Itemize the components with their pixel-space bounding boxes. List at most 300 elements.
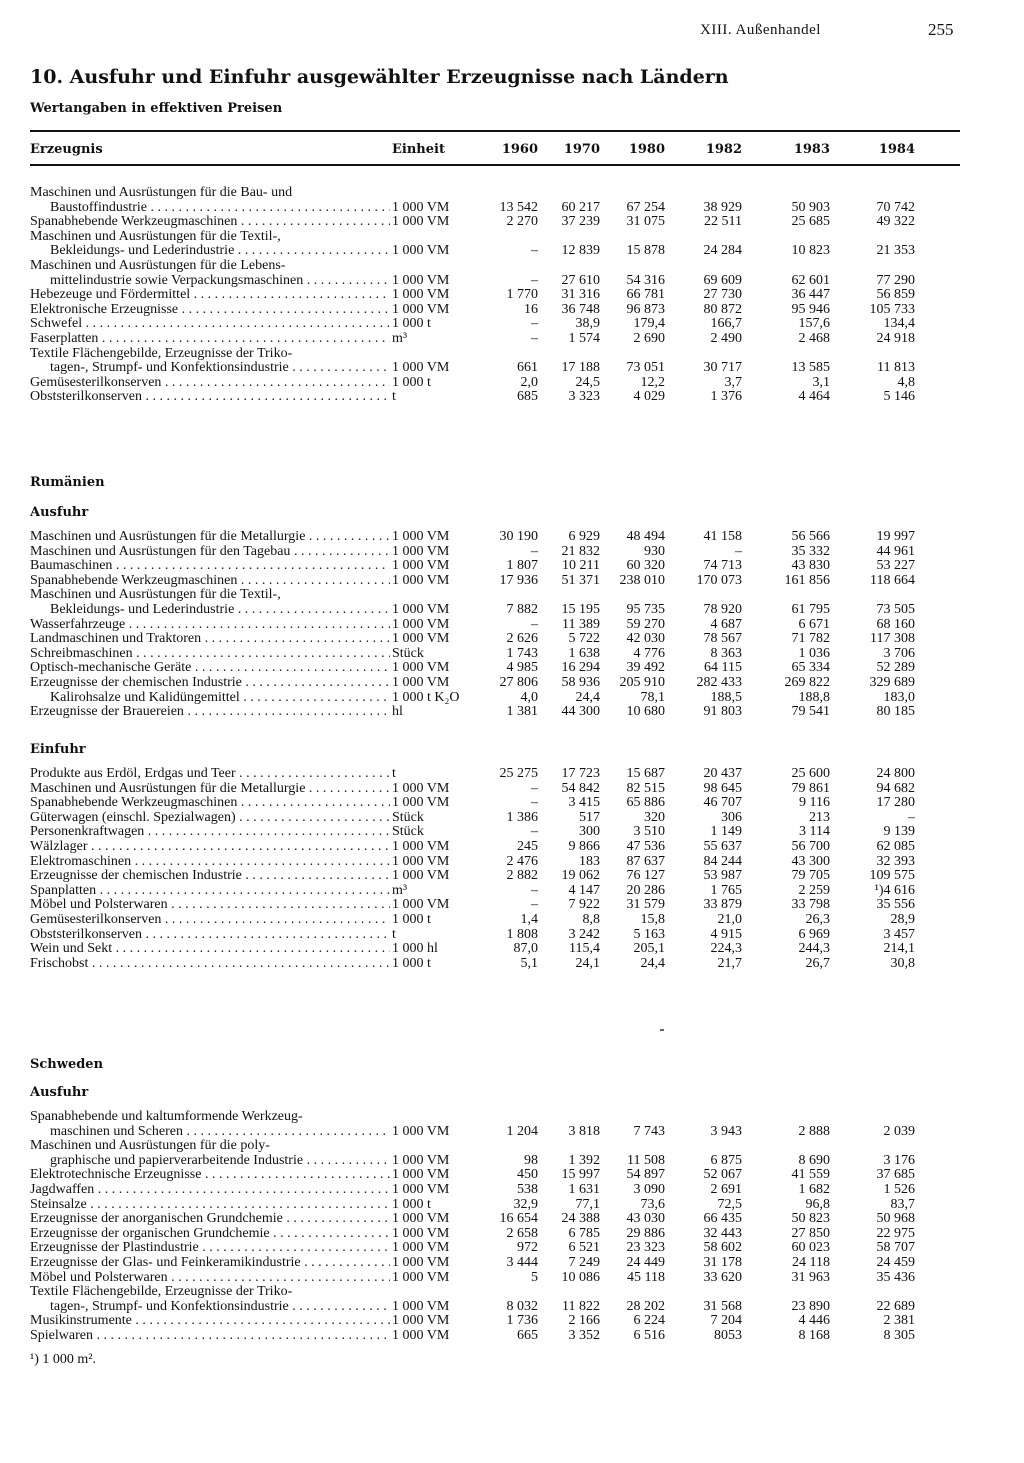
row-value: 109 575 bbox=[869, 868, 915, 884]
row-value: 52 289 bbox=[876, 660, 915, 676]
row-value: 6 969 bbox=[798, 926, 830, 942]
row-label bbox=[30, 1314, 390, 1328]
row-value: 31 316 bbox=[561, 287, 600, 303]
row-unit: 1 000 t bbox=[392, 374, 431, 390]
row-value: 26,3 bbox=[805, 912, 830, 927]
row-value: 50 823 bbox=[791, 1211, 830, 1227]
row-label-text: Schreibmaschinen . . . bbox=[30, 647, 390, 661]
row-unit: 1 000 VM bbox=[392, 1182, 450, 1197]
row-value: 30 190 bbox=[499, 529, 538, 544]
row-label bbox=[30, 559, 390, 573]
row-value: 5 722 bbox=[568, 631, 600, 647]
row-label bbox=[30, 928, 390, 942]
row-value: 87,0 bbox=[513, 941, 538, 957]
row-unit: 1 000 VM bbox=[392, 897, 450, 913]
row-label-text: Maschinen und Ausrüstungen für die Metallurgie . . . bbox=[30, 530, 390, 544]
row-label bbox=[30, 1125, 390, 1139]
row-unit: m³ bbox=[392, 331, 408, 346]
row-value: 1 770 bbox=[506, 287, 538, 303]
row-value: 2 259 bbox=[798, 882, 830, 898]
column-header-year: 1960 bbox=[501, 142, 538, 157]
row-value: 16 bbox=[524, 301, 538, 317]
row-value: 52 067 bbox=[703, 1167, 742, 1183]
row-value: 3 444 bbox=[506, 1255, 538, 1270]
row-value: 24 918 bbox=[876, 331, 915, 346]
row-label-text: Obststerilkonserven . . . bbox=[30, 390, 390, 404]
row-label-text: tagen-, Strumpf- und Konfektionsindustrie . . . bbox=[50, 1300, 390, 1314]
row-value: 1 526 bbox=[883, 1182, 915, 1197]
row-value: 11 508 bbox=[627, 1152, 665, 1168]
row-value: 5,1 bbox=[520, 955, 538, 971]
row-label-text: Güterwagen (einschl. Spezialwagen) . . . bbox=[30, 811, 390, 825]
row-unit: 1 000 VM bbox=[392, 1269, 450, 1285]
row-unit: 1 000 t bbox=[392, 955, 431, 971]
row-value: 2 691 bbox=[710, 1182, 742, 1197]
row-value: 43 030 bbox=[626, 1211, 665, 1227]
row-value: 1 765 bbox=[710, 882, 742, 898]
row-value: 224,3 bbox=[710, 941, 742, 957]
row-value: 76 127 bbox=[626, 868, 665, 884]
row-unit: 1 000 VM bbox=[392, 1328, 450, 1343]
row-label bbox=[30, 691, 390, 705]
footnote: ¹) 1 000 m². bbox=[30, 1352, 96, 1367]
row-value: 12 839 bbox=[561, 243, 600, 259]
row-unit: 1 000 VM bbox=[392, 1225, 450, 1241]
row-label-text: Möbel und Polsterwaren . . . bbox=[30, 898, 390, 912]
row-value: 450 bbox=[517, 1167, 538, 1183]
row-label bbox=[30, 390, 390, 404]
row-value: 82 515 bbox=[626, 780, 665, 796]
row-value: 56 566 bbox=[791, 529, 830, 544]
row-value: 9 139 bbox=[883, 824, 915, 840]
column-header-year: 1984 bbox=[878, 142, 915, 157]
row-value: 244,3 bbox=[798, 941, 830, 957]
row-value: – bbox=[531, 780, 538, 796]
row-unit: 1 000 VM bbox=[392, 1167, 450, 1183]
row-value: 6 224 bbox=[633, 1313, 665, 1329]
row-unit: 1 000 VM bbox=[392, 199, 450, 215]
row-label bbox=[30, 376, 390, 390]
row-label-text: Bekleidungs- und Lederindustrie . . . bbox=[50, 244, 390, 258]
row-value: 2 381 bbox=[883, 1313, 915, 1329]
row-value: 2 658 bbox=[506, 1225, 538, 1241]
row-label-text: Landmaschinen und Traktoren . . . bbox=[30, 632, 390, 646]
row-value: 98 645 bbox=[703, 780, 742, 796]
row-value: 1 392 bbox=[568, 1152, 600, 1168]
row-value: 78,1 bbox=[640, 689, 665, 705]
row-label-text: Spanabhebende Werkzeugmaschinen . . . bbox=[30, 574, 390, 588]
row-value: 50 903 bbox=[791, 199, 830, 215]
row-label bbox=[30, 957, 390, 971]
row-label-lead: Maschinen und Ausrüstungen für die poly- bbox=[30, 1138, 270, 1154]
row-value: 183,0 bbox=[883, 689, 915, 705]
row-value: 105 733 bbox=[869, 301, 915, 317]
row-value: 4 687 bbox=[710, 616, 742, 632]
row-unit: 1 000 VM bbox=[392, 1298, 450, 1314]
row-label bbox=[30, 201, 390, 215]
row-value: 60 217 bbox=[561, 199, 600, 215]
row-label bbox=[30, 1168, 390, 1182]
row-unit: 1 000 VM bbox=[392, 780, 450, 796]
row-value: 19 062 bbox=[561, 868, 600, 884]
row-label bbox=[30, 869, 390, 883]
row-label-text: Erzeugnisse der Glas- und Feinkeramikindustrie . . . bbox=[30, 1256, 390, 1270]
row-unit: 1 000 VM bbox=[392, 868, 450, 884]
row-value: 213 bbox=[809, 809, 830, 825]
row-value: 24 284 bbox=[703, 243, 742, 259]
row-unit: 1 000 VM bbox=[392, 1313, 450, 1329]
row-value: 96 873 bbox=[626, 301, 665, 317]
row-label-lead: Maschinen und Ausrüstungen für die Lebens- bbox=[30, 258, 286, 273]
row-value: – bbox=[531, 316, 538, 332]
row-label-text: Elektronische Erzeugnisse . . . bbox=[30, 303, 390, 317]
row-label-text: mittelindustrie sowie Verpackungsmaschinen . . . bbox=[50, 274, 390, 288]
row-value: 3 323 bbox=[568, 389, 600, 405]
row-value: 11 813 bbox=[877, 360, 915, 376]
row-label-lead: Textile Flächengebilde, Erzeugnisse der Triko- bbox=[30, 1284, 293, 1300]
row-value: – bbox=[531, 824, 538, 840]
row-value: 74 713 bbox=[703, 558, 742, 574]
row-value: 8 168 bbox=[798, 1328, 830, 1343]
row-value: 41 158 bbox=[703, 529, 742, 544]
column-header-year: 1983 bbox=[793, 142, 830, 157]
row-value: 80 185 bbox=[876, 704, 915, 720]
row-value: 31 963 bbox=[791, 1269, 830, 1285]
row-unit: 1 000 VM bbox=[392, 660, 450, 676]
row-label-text: Spielwaren . . . bbox=[30, 1329, 390, 1343]
row-value: 17 280 bbox=[876, 795, 915, 811]
row-value: 33 879 bbox=[703, 897, 742, 913]
row-unit: 1 000 VM bbox=[392, 543, 450, 559]
row-label bbox=[30, 317, 390, 331]
row-value: 10 823 bbox=[791, 243, 830, 259]
row-value: 320 bbox=[644, 809, 665, 825]
row-value: 94 682 bbox=[876, 780, 915, 796]
row-value: 26,7 bbox=[805, 955, 830, 971]
table-subtitle: Wertangaben in effektiven Preisen bbox=[30, 101, 283, 116]
row-value: 73,6 bbox=[640, 1196, 665, 1212]
row-value: 66 781 bbox=[626, 287, 665, 303]
row-label bbox=[30, 632, 390, 646]
row-label bbox=[30, 855, 390, 869]
row-label bbox=[30, 1227, 390, 1241]
row-label bbox=[30, 332, 390, 346]
row-value: 73 051 bbox=[626, 360, 665, 376]
row-value: 27 730 bbox=[703, 287, 742, 303]
row-value: 39 492 bbox=[626, 660, 665, 676]
row-value: 23 890 bbox=[791, 1298, 830, 1314]
row-value: 56 700 bbox=[791, 839, 830, 854]
row-value: 35 436 bbox=[876, 1269, 915, 1285]
row-value: 2 468 bbox=[798, 331, 830, 346]
row-value: 8053 bbox=[714, 1328, 742, 1343]
row-value: 685 bbox=[517, 389, 538, 405]
row-value: 11 822 bbox=[562, 1298, 600, 1314]
row-value: 4 147 bbox=[568, 882, 600, 898]
row-value: 32 393 bbox=[876, 853, 915, 869]
row-value: 27 806 bbox=[499, 675, 538, 690]
row-label-lead: Textile Flächengebilde, Erzeugnisse der Triko- bbox=[30, 345, 293, 361]
row-value: 6 785 bbox=[568, 1225, 600, 1241]
row-value: 6 929 bbox=[568, 529, 600, 544]
row-value: 59 270 bbox=[626, 616, 665, 632]
row-value: 42 030 bbox=[626, 631, 665, 647]
row-label-text: Schwefel . . . bbox=[30, 317, 390, 331]
row-label bbox=[30, 811, 390, 825]
row-value: 60 023 bbox=[791, 1240, 830, 1256]
row-value: 54 897 bbox=[626, 1167, 665, 1183]
row-label-text: Erzeugnisse der chemischen Industrie . . . bbox=[30, 869, 390, 883]
row-value: – bbox=[531, 543, 538, 559]
row-value: 161 856 bbox=[784, 572, 830, 588]
row-label-text: Obststerilkonserven . . . bbox=[30, 928, 390, 942]
row-value: 66 435 bbox=[703, 1211, 742, 1227]
row-label-text: Wälzlager . . . bbox=[30, 840, 390, 854]
row-value: 4 776 bbox=[633, 645, 665, 661]
row-value: 1 149 bbox=[710, 824, 742, 840]
column-header-product: Erzeugnis bbox=[30, 142, 103, 157]
row-unit: 1 000 VM bbox=[392, 1123, 450, 1139]
row-unit: t bbox=[392, 926, 396, 942]
row-value: 22 511 bbox=[704, 214, 742, 230]
row-value: 16 654 bbox=[499, 1211, 538, 1227]
row-value: 1 638 bbox=[568, 645, 600, 661]
row-value: 54 842 bbox=[561, 780, 600, 796]
row-label-lead: Maschinen und Ausrüstungen für die Textil-, bbox=[30, 228, 281, 244]
row-value: 79 705 bbox=[791, 868, 830, 884]
row-value: 8 363 bbox=[710, 645, 742, 661]
row-value: 60 320 bbox=[626, 558, 665, 574]
row-unit: 1 000 VM bbox=[392, 839, 450, 854]
row-value: 58 936 bbox=[561, 675, 600, 690]
row-value: 31 579 bbox=[626, 897, 665, 913]
row-label bbox=[30, 288, 390, 302]
row-label bbox=[30, 244, 390, 258]
country-heading: Schweden bbox=[30, 1057, 104, 1072]
column-header-unit: Einheit bbox=[392, 142, 445, 157]
row-label bbox=[30, 647, 390, 661]
row-label bbox=[30, 1198, 390, 1212]
row-value: 7 922 bbox=[568, 897, 600, 913]
row-label-text: Spanabhebende Werkzeugmaschinen . . . bbox=[30, 796, 390, 810]
row-value: 55 637 bbox=[703, 839, 742, 854]
row-value: 6 671 bbox=[798, 616, 830, 632]
row-label-text: Musikinstrumente . . . bbox=[30, 1314, 390, 1328]
row-label-text: Erzeugnisse der anorganischen Grundchemie . . . bbox=[30, 1212, 390, 1226]
row-value: 36 748 bbox=[561, 301, 600, 317]
row-value: 9 116 bbox=[799, 795, 830, 811]
row-value: 29 886 bbox=[626, 1225, 665, 1241]
row-value: 20 286 bbox=[626, 882, 665, 898]
row-label-text: Gemüsesterilkonserven . . . bbox=[30, 913, 390, 927]
row-value: 96,8 bbox=[805, 1196, 830, 1212]
row-label bbox=[30, 884, 390, 898]
row-value: 54 316 bbox=[626, 272, 665, 288]
row-value: 4,0 bbox=[520, 689, 538, 705]
row-value: 43 300 bbox=[791, 853, 830, 869]
row-value: 2 039 bbox=[883, 1123, 915, 1139]
row-value: 6 521 bbox=[568, 1240, 600, 1256]
row-value: 205,1 bbox=[633, 941, 665, 957]
row-value: 79 541 bbox=[791, 704, 830, 720]
row-value: 7 743 bbox=[633, 1123, 665, 1139]
row-value: 3 242 bbox=[568, 926, 600, 942]
row-value: 2 490 bbox=[710, 331, 742, 346]
row-value: 8 032 bbox=[506, 1298, 538, 1314]
row-value: 282 433 bbox=[696, 675, 742, 690]
row-label bbox=[30, 603, 390, 617]
row-value: 15 687 bbox=[626, 766, 665, 781]
row-label-text: Möbel und Polsterwaren . . . bbox=[30, 1271, 390, 1285]
row-value: 665 bbox=[517, 1328, 538, 1343]
row-unit: 1 000 hl bbox=[392, 941, 438, 957]
row-label bbox=[30, 913, 390, 927]
row-unit: Stück bbox=[392, 824, 424, 840]
row-value: 45 118 bbox=[627, 1269, 665, 1285]
row-value: 115,4 bbox=[569, 941, 600, 957]
row-value: 47 536 bbox=[626, 839, 665, 854]
top-rule bbox=[30, 130, 960, 132]
row-value: – bbox=[531, 243, 538, 259]
row-label bbox=[30, 1212, 390, 1226]
row-value: 4 464 bbox=[798, 389, 830, 405]
row-unit: 1 000 VM bbox=[392, 529, 450, 544]
row-value: 214,1 bbox=[883, 941, 915, 957]
row-value: 6 875 bbox=[710, 1152, 742, 1168]
row-label bbox=[30, 782, 390, 796]
row-unit: 1 000 VM bbox=[392, 795, 450, 811]
row-value: 32 443 bbox=[703, 1225, 742, 1241]
row-value: 17 188 bbox=[561, 360, 600, 376]
row-value: 24 388 bbox=[561, 1211, 600, 1227]
row-value: 538 bbox=[517, 1182, 538, 1197]
row-value: 31 075 bbox=[626, 214, 665, 230]
row-label-text: tagen-, Strumpf- und Konfektionsindustrie . . . bbox=[50, 361, 390, 375]
row-label-text: Steinsalze . . . bbox=[30, 1198, 390, 1212]
row-label-text: Spanplatten . . . bbox=[30, 884, 390, 898]
row-value: 238 010 bbox=[619, 572, 665, 588]
row-label bbox=[30, 767, 390, 781]
row-label-text: Baustoffindustrie . . . bbox=[50, 201, 390, 215]
row-value: 87 637 bbox=[626, 853, 665, 869]
row-value: 4,8 bbox=[897, 374, 915, 390]
row-value: 69 609 bbox=[703, 272, 742, 288]
row-value: 10 086 bbox=[561, 1269, 600, 1285]
row-value: 21,7 bbox=[717, 955, 742, 971]
row-value: 61 795 bbox=[791, 602, 830, 617]
row-label-text: Elektrotechnische Erzeugnisse . . . bbox=[30, 1168, 390, 1182]
row-label bbox=[30, 676, 390, 690]
row-value: 25 685 bbox=[791, 214, 830, 230]
row-value: 46 707 bbox=[703, 795, 742, 811]
row-unit: 1 000 VM bbox=[392, 558, 450, 574]
row-value: 27 610 bbox=[561, 272, 600, 288]
row-value: 4 446 bbox=[798, 1313, 830, 1329]
row-unit: hl bbox=[392, 704, 403, 720]
row-value: 31 178 bbox=[703, 1255, 742, 1270]
row-value: 7 249 bbox=[568, 1255, 600, 1270]
row-value: 15,8 bbox=[640, 912, 665, 927]
row-label bbox=[30, 825, 390, 839]
row-value: 28,9 bbox=[890, 912, 915, 927]
row-value: 2 888 bbox=[798, 1123, 830, 1139]
row-label-text: Kalirohsalze und Kalidüngemittel . . . bbox=[50, 691, 390, 705]
row-value: 117 308 bbox=[870, 631, 915, 647]
row-value: 2 166 bbox=[568, 1313, 600, 1329]
row-value: 179,4 bbox=[633, 316, 665, 332]
row-label-text: Wasserfahrzeuge . . . bbox=[30, 618, 390, 632]
row-value: 517 bbox=[579, 809, 600, 825]
row-value: 3 415 bbox=[568, 795, 600, 811]
row-label-text: maschinen und Scheren . . . bbox=[50, 1125, 390, 1139]
row-value: 6 516 bbox=[633, 1328, 665, 1343]
row-value: 53 987 bbox=[703, 868, 742, 884]
row-value: 24,5 bbox=[575, 374, 600, 390]
row-value: 58 707 bbox=[876, 1240, 915, 1256]
row-value: 78 567 bbox=[703, 631, 742, 647]
row-value: 80 872 bbox=[703, 301, 742, 317]
row-value: 25 600 bbox=[791, 766, 830, 781]
row-value: 300 bbox=[579, 824, 600, 840]
print-speck bbox=[660, 1029, 664, 1031]
row-value: 30,8 bbox=[890, 955, 915, 971]
row-value: 35 556 bbox=[876, 897, 915, 913]
row-label-text: Faserplatten . . . bbox=[30, 332, 390, 346]
row-label bbox=[30, 1329, 390, 1343]
row-unit: t bbox=[392, 389, 396, 405]
row-value: 77 290 bbox=[876, 272, 915, 288]
row-unit: 1 000 VM bbox=[392, 1152, 450, 1168]
row-unit: 1 000 VM bbox=[392, 675, 450, 690]
row-label-text: Erzeugnisse der chemischen Industrie . . . bbox=[30, 676, 390, 690]
row-value: 1 574 bbox=[568, 331, 600, 346]
row-value: 22 689 bbox=[876, 1298, 915, 1314]
row-value: 1 204 bbox=[506, 1123, 538, 1139]
row-value: 16 294 bbox=[561, 660, 600, 676]
row-value: 930 bbox=[644, 543, 665, 559]
row-value: 41 559 bbox=[791, 1167, 830, 1183]
row-value: 1 682 bbox=[798, 1182, 830, 1197]
row-value: 7 204 bbox=[710, 1313, 742, 1329]
row-value: 1 376 bbox=[710, 389, 742, 405]
row-label bbox=[30, 618, 390, 632]
row-label bbox=[30, 1241, 390, 1255]
row-value: 3 114 bbox=[799, 824, 830, 840]
row-value: 31 568 bbox=[703, 1298, 742, 1314]
row-unit: 1 000 VM bbox=[392, 853, 450, 869]
row-value: 2 626 bbox=[506, 631, 538, 647]
row-label-text: Jagdwaffen . . . bbox=[30, 1183, 390, 1197]
row-label bbox=[30, 898, 390, 912]
row-value: 1 743 bbox=[506, 645, 538, 661]
row-unit: Stück bbox=[392, 809, 424, 825]
row-value: 3 090 bbox=[633, 1182, 665, 1197]
row-unit: 1 000 VM bbox=[392, 287, 450, 303]
row-unit: 1 000 VM bbox=[392, 616, 450, 632]
row-value: – bbox=[531, 795, 538, 811]
row-value: 70 742 bbox=[876, 199, 915, 215]
row-label bbox=[30, 796, 390, 810]
row-label-lead: Maschinen und Ausrüstungen für die Bau- und bbox=[30, 185, 293, 200]
row-value: 10 680 bbox=[626, 704, 665, 720]
row-unit: 1 000 VM bbox=[392, 572, 450, 588]
row-value: 79 861 bbox=[791, 780, 830, 796]
row-value: 24 449 bbox=[626, 1255, 665, 1270]
row-value: 329 689 bbox=[869, 675, 915, 690]
row-value: 48 494 bbox=[626, 529, 665, 544]
row-unit: Stück bbox=[392, 645, 424, 661]
row-value: 1 386 bbox=[506, 809, 538, 825]
